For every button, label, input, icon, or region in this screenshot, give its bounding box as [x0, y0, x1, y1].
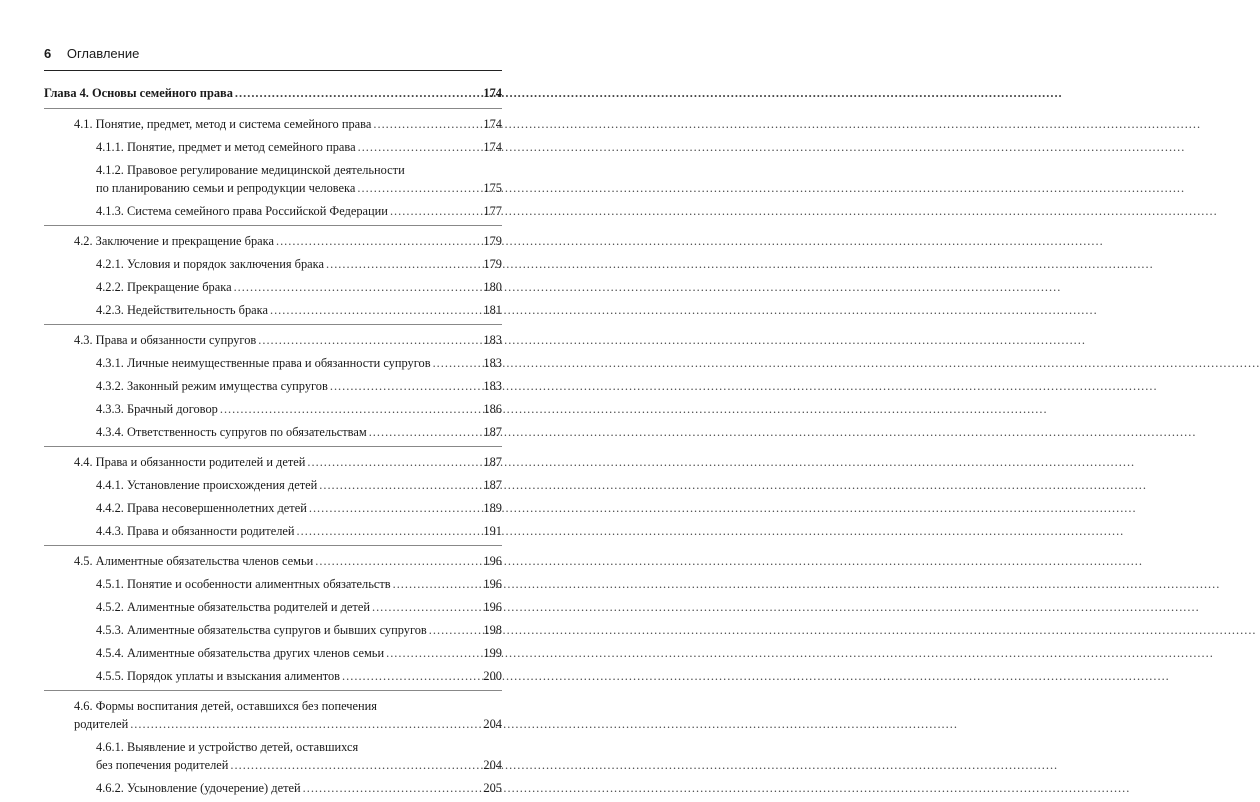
toc-subsection-page: 191 [483, 524, 502, 538]
toc-leader-dots [270, 301, 481, 319]
toc-subsection-line [96, 522, 502, 540]
toc-subsection-line [96, 138, 502, 156]
toc-subsection-page: 179 [483, 257, 502, 271]
toc-subsection-entry[interactable] [44, 423, 502, 441]
toc-section-title: 4.5. Алиментные обязательства членов семьи [74, 554, 314, 568]
toc-subsection-line [96, 499, 502, 517]
toc-leader-dots [230, 756, 481, 774]
toc-section-page: 204 [483, 717, 502, 731]
section-divider [44, 324, 502, 325]
toc-section-title: родителей [74, 717, 129, 731]
toc-subsection-page: 196 [483, 600, 502, 614]
toc-leader-dots [393, 575, 482, 593]
toc-leader-dots [276, 232, 481, 250]
toc-subsection-line [96, 667, 502, 685]
toc-subsection-title: 4.5.5. Порядок уплаты и взыскания алиментов [96, 669, 341, 683]
toc-subsection-title: 4.3.3. Брачный договор [96, 402, 218, 416]
toc-subsection-page: 174 [483, 140, 502, 154]
toc-subsection-page: 200 [483, 669, 502, 683]
toc-subsection-line [96, 598, 502, 616]
toc-subsection-title: 4.1.3. Система семейного права Российской Федерации [96, 204, 388, 218]
toc-subsection-entry[interactable] [44, 738, 502, 774]
header-rule [44, 70, 502, 71]
toc-section-entry[interactable] [44, 232, 502, 250]
toc-section-line [74, 453, 502, 471]
toc-section-page: 174 [483, 117, 502, 131]
toc-subsection-entry[interactable] [44, 476, 502, 494]
toc-subsection-entry[interactable] [44, 598, 502, 616]
toc-subsection-page: 177 [483, 204, 502, 218]
toc-leader-dots [433, 354, 482, 372]
toc-subsection-entry[interactable] [44, 377, 502, 395]
toc-subsection-title: 4.3.4. Ответственность супругов по обязательствам [96, 425, 367, 439]
toc-subsection-page: 183 [483, 356, 502, 370]
toc-leader-dots [220, 400, 482, 418]
toc-leader-dots [390, 202, 481, 220]
toc-section-title: 4.4. Права и обязанности родителей и детей [74, 455, 306, 469]
toc-leader-dots [357, 179, 481, 197]
toc-subsection-title: 4.5.2. Алиментные обязательства родителей и детей [96, 600, 370, 614]
toc-leader-dots [258, 331, 481, 349]
toc-subsection-line [96, 575, 502, 593]
section-divider [44, 225, 502, 226]
toc-leader-dots [369, 423, 482, 441]
toc-section-entry[interactable] [44, 697, 502, 733]
toc-section-line [74, 331, 502, 349]
toc-subsection-entry[interactable] [44, 779, 502, 797]
toc-leader-dots [319, 476, 481, 494]
section-divider [44, 545, 502, 546]
toc-subsection-title: без попечения родителей [96, 758, 229, 772]
toc-subsection-entry[interactable] [44, 301, 502, 319]
toc-subsection-line [96, 476, 502, 494]
toc-section-entry[interactable] [44, 115, 502, 133]
toc-subsection-title: 4.2.1. Условия и порядок заключения брака [96, 257, 324, 271]
toc-subsection-line [96, 278, 502, 296]
toc-subsection-page: 205 [483, 781, 502, 795]
toc-leader-dots [303, 779, 482, 797]
toc-subsection-title: 4.5.4. Алиментные обязательства других членов семьи [96, 646, 385, 660]
toc-subsection-entry[interactable] [44, 161, 502, 197]
toc-leader-dots [358, 138, 482, 156]
toc-subsection-entry[interactable] [44, 522, 502, 540]
toc-subsection-entry[interactable] [44, 354, 502, 372]
toc-subsection-entry[interactable] [44, 278, 502, 296]
toc-subsection-page: 181 [483, 303, 502, 317]
toc-section-page: 183 [483, 333, 502, 347]
toc-leader-dots [429, 621, 482, 639]
toc-subsection-line [96, 756, 502, 774]
toc-subsection-line [96, 354, 502, 372]
section-divider [44, 690, 502, 691]
toc-section-title: 4.3. Права и обязанности супругов [74, 333, 257, 347]
toc-subsection-page: 198 [483, 623, 502, 637]
toc-leader-dots [130, 715, 481, 733]
toc-subsection-page: 180 [483, 280, 502, 294]
toc-subsection-entry[interactable] [44, 202, 502, 220]
toc-chapter-entry[interactable] [44, 84, 502, 102]
toc-subsection-page: 204 [483, 758, 502, 772]
toc-subsection-line [96, 644, 502, 662]
toc-leader-dots [307, 453, 481, 471]
toc-subsection-page: 189 [483, 501, 502, 515]
toc-subsection-line [96, 400, 502, 418]
toc-leader-dots [372, 598, 481, 616]
toc-section-page: 179 [483, 234, 502, 248]
section-divider [44, 108, 502, 109]
toc-subsection-title: 4.3.1. Личные неимущественные права и обязанности супругов [96, 356, 431, 370]
toc-section-line [74, 715, 502, 733]
toc-section-line [74, 115, 502, 133]
toc-subsection-title-line1: 4.6.1. Выявление и устройство детей, оставшихся [96, 740, 359, 754]
toc-subsection-page: 196 [483, 577, 502, 591]
running-title: Оглавление [66, 46, 140, 61]
toc-subsection-title: 4.3.2. Законный режим имущества супругов [96, 379, 328, 393]
toc-section-page: 187 [483, 455, 502, 469]
toc-section-title: 4.1. Понятие, предмет, метод и система семейного права [74, 117, 372, 131]
toc-section-entry[interactable] [44, 552, 502, 570]
toc-subsection-line [96, 621, 502, 639]
toc-leader-dots [386, 644, 481, 662]
toc-leader-dots [309, 499, 482, 517]
toc-chapter-title: Глава 4. Основы семейного права [44, 86, 233, 100]
toc-section-entry[interactable] [44, 331, 502, 349]
toc-leader-dots [315, 552, 481, 570]
toc-subsection-title: 4.2.3. Недействительность брака [96, 303, 268, 317]
toc-leader-dots [342, 667, 481, 685]
toc-subsection-page: 186 [483, 402, 502, 416]
toc-subsection-page: 183 [483, 379, 502, 393]
toc-subsection-page: 175 [483, 181, 502, 195]
toc-leader-dots [234, 278, 482, 296]
toc-subsection-line [96, 779, 502, 797]
toc-subsection-page: 187 [483, 425, 502, 439]
toc-chapter-page: 174 [483, 86, 502, 100]
toc-groups [44, 108, 502, 797]
toc-section-line [74, 232, 502, 250]
toc-subsection-entry[interactable] [44, 400, 502, 418]
section-divider [44, 446, 502, 447]
toc-subsection-entry[interactable] [44, 667, 502, 685]
toc-subsection-title: 4.5.1. Понятие и особенности алиментных обязательств [96, 577, 391, 591]
toc-subsection-line [96, 301, 502, 319]
toc-subsection-title-line1: 4.1.2. Правовое регулирование медицинской деятельности [96, 163, 405, 177]
toc-leader-dots [235, 84, 481, 102]
toc-section-title-line1: 4.6. Формы воспитания детей, оставшихся без попечения [74, 699, 377, 713]
page-number: 6 [44, 46, 52, 61]
toc-leader-dots [326, 255, 481, 273]
toc-subsection-page: 199 [483, 646, 502, 660]
toc-subsection-entry[interactable] [44, 644, 502, 662]
toc-subsection-title: по планированию семьи и репродукции человека [96, 181, 356, 195]
toc-subsection-line [96, 255, 502, 273]
toc-subsection-entry[interactable] [44, 255, 502, 273]
toc-section-line [74, 552, 502, 570]
toc-subsection-entry[interactable] [44, 499, 502, 517]
toc-section-page: 196 [483, 554, 502, 568]
toc-subsection-title: 4.5.3. Алиментные обязательства супругов и бывших супругов [96, 623, 427, 637]
toc-subsection-title: 4.6.2. Усыновление (удочерение) детей [96, 781, 301, 795]
toc-subsection-line [96, 202, 502, 220]
toc-subsection-title: 4.4.2. Права несовершеннолетних детей [96, 501, 307, 515]
page-header [44, 46, 502, 62]
toc-subsection-line [96, 423, 502, 441]
toc-leader-dots [297, 522, 482, 540]
toc-subsection-entry[interactable] [44, 575, 502, 593]
toc-subsection-title: 4.4.3. Права и обязанности родителей [96, 524, 295, 538]
table-of-contents [44, 84, 502, 802]
toc-subsection-title: 4.1.1. Понятие, предмет и метод семейного права [96, 140, 356, 154]
toc-subsection-page: 187 [483, 478, 502, 492]
toc-subsection-title: 4.4.1. Установление происхождения детей [96, 478, 318, 492]
toc-subsection-title: 4.2.2. Прекращение брака [96, 280, 232, 294]
toc-leader-dots [373, 115, 481, 133]
toc-section-title: 4.2. Заключение и прекращение брака [74, 234, 274, 248]
toc-leader-dots [330, 377, 482, 395]
toc-subsection-line [96, 179, 502, 197]
toc-section-entry[interactable] [44, 453, 502, 471]
toc-subsection-entry[interactable] [44, 138, 502, 156]
toc-subsection-line [96, 377, 502, 395]
toc-subsection-entry[interactable] [44, 621, 502, 639]
